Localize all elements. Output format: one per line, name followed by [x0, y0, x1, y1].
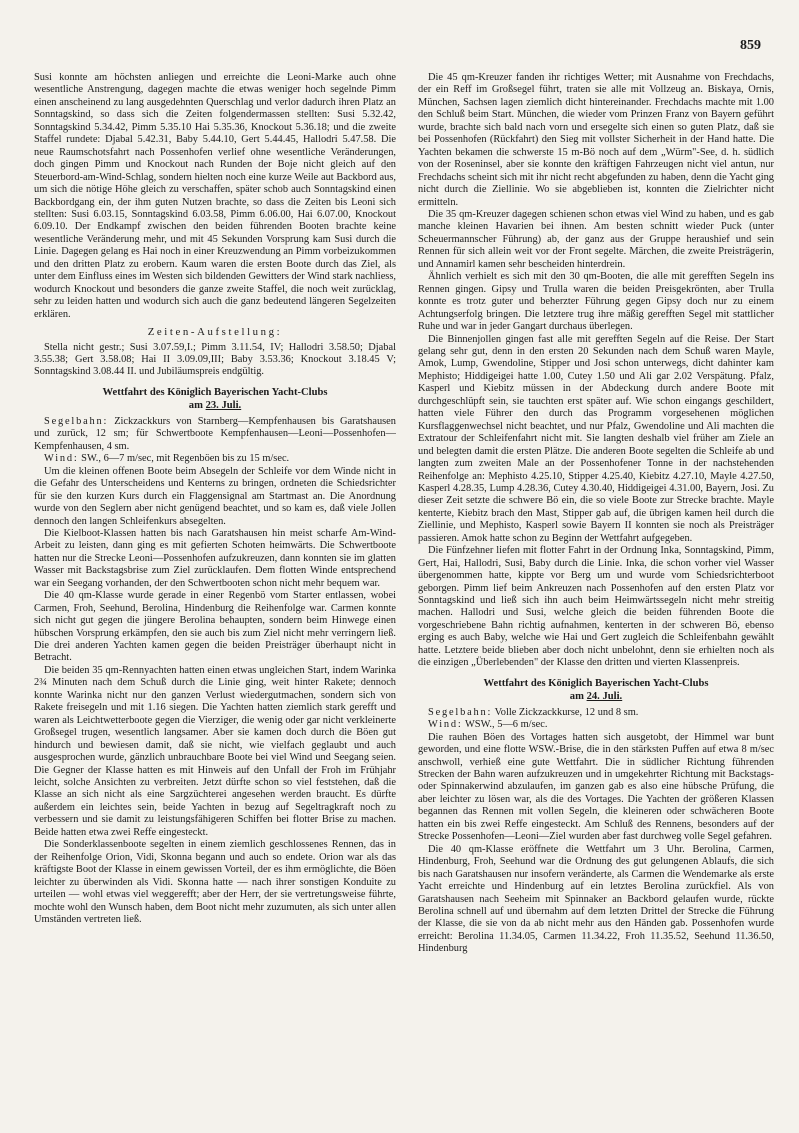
section-heading-date: 23. Juli. — [205, 399, 242, 411]
wind-line — [34, 453, 396, 465]
wind-line — [418, 719, 774, 731]
paragraph: Die Fünfzehner liefen mit flotter Fahrt in der Ordnung Inka, Sonntagskind, Pimm, Gert, Hai, Hallodri, Susi, Baby durch die Linie. Inka, die schon vorher viel Wasser übergenommen hatte, kippte vor Berg um und wurde vom Schiedsrichterboot geborgen. Pimm lief beim Ankreuzen nach Possenhofen auf den ersten Platz vor Sonntagskind und ließ sich ihn auch beim Heimwärtssegeln nicht mehr streitig machen. Hallodri und Susi, welche gleich die beiden führenden Boote die vorgeschriebene Bahn richtig aufnahmen, kenterten in der schweren Bö, ebenso erging es auch Baby, welche wie Hai und Gert zugleich die Schleifenbahn gewählt hatte. Letztere beide blieben aber doch nicht unbelohnt, denn sie erhielten noch als die einzigen „Überlebenden" der Klasse den dritten und vierten Klassenpreis. — [418, 545, 774, 669]
paragraph: Die Kielboot-Klassen hatten bis nach Garatshausen hin meist scharfe Am-Wind-Arbeit zu leisten, dann ging es mit gefierten Schoten heimwärts. Die Schwertboote hatten nur die Strecke Leoni—Possenhofen aufzukreuzen, dann konnten sie im glatten Wasser mit Backstagsbrise zum Ziel zurücklaufen. Dem flotten Winde entsprechend war ein Seegang vorhanden, der den Schwertbooten schon nicht mehr bequem war. — [34, 527, 396, 589]
segelbahn-line — [34, 416, 396, 453]
segelbahn-label: Segelbahn: — [44, 415, 109, 427]
section-heading-24-juli — [418, 677, 774, 703]
segelbahn-label: Segelbahn: — [428, 706, 493, 718]
wind-text: SW., 6—7 m/sec, mit Regenböen bis zu 15 m/sec. — [81, 453, 290, 465]
paragraph: Die 35 qm-Kreuzer dagegen schienen schon etwas viel Wind zu haben, und es gab manche kleinen Havarien bei ihnen. Am besten schnitt wieder Puck (unter Scheuermannscher Führung) ab, der ganz aus der Gruppe heraushief und sein Rennen für sich allein weit vor der Front segelte. Märchen, die zweite Preisträgerin, und Annamirl kamen sehr bescheiden hinterdrein. — [418, 208, 774, 270]
paragraph: Susi konnte am höchsten anliegen und erreichte die Leoni-Marke auch ohne wesentliche Anstrengung, dagegen machte die etwas weniger hoch segelnde Pimm einen anscheinend zu lang ausgedehnten Querschlag und verlor dadurch ihren Platz an Sonntagskind, so dass sich die Zeiten folgendermassen stellten: Susi 5.32.42, Sonntagskind 5.34.42, Pimm 5.35.10 Hai 5.35.36, Knockout 5.36.18; und die zweite Staffel rundete: Djabal 5.42.31, Baby 5.44.10, Gert 5.44.45, Hallodri 5.47.58. Die neue Raumschotsfahrt nach Possenhofen verlief ohne wesentliche Veränderungen, doch gingen Pimm und Knockout nach Runden der Boje nicht gleich auf den Steuerbord-am-Wind-Schlag, sondern hielten noch eine kurze Weile aut Backbord aus, um sich die nötige Höhe gleich zu verschaffen, später schob auch Sonntagskind einen Backbordgang ein, der ihm guten Nutzen brachte, so dass die Zeiten bis Leoni sich stellten: Susi 6.03.15, Sonntagskind 6.03.58, Pimm 6.06.00, Hai 6.07.00, Knockout 6.09.10. Der Endkampf zwischen den beiden führenden Booten brachte keine wesentliche Veränderung mehr, und mit 45 Sekunden Vorsprung kam Susi durch die Linie. Dagegen gelang es Hai noch in einer Kreuzwendung an Pimm vorbeizukommen und den dritten Platz zu erobern. Kaum waren die ersten Boote durch das Ziel, als unter dem Einfluss eines im Westen sich bildenden Gewitters der Wind stark nachliess, wodurch Knockout und besonders die ganze zweite Staffel, die noch weit zurücklag, sehr zu leiden hatten und wodurch sich auch die ganz bedeutend längeren Segelzeiten erklären. — [34, 72, 396, 320]
paragraph: Die 45 qm-Kreuzer fanden ihr richtiges Wetter; mit Ausnahme von Frechdachs, der ein Reff im Großsegel führt, traten sie alle mit Vollzeug an. Biskaya, Ornis, München, Sachsen lagen ziemlich dicht hintereinander. Frechdachs machte mit 1.00 den Schluß beim Start. München, die wieder vom Prinzen Franz von Bayern geführt wurde, brachte sich bald nach vorn und ersegelte sich einen so guten Platz, daß sie bei Possenhofen (Rückfahrt) den Sieg mit vollster Sicherheit in der Hand hatte. Die Yachten bekamen die schwerste 15 m-Bö noch auf dem „Würm"-See, d. h. südlich von der Roseninsel, aber sie konnte den kräftigen Fahrzeugen nicht viel antun, nur Frechdachs scheint sich mit ihr nicht recht abgefunden zu haben, denn die Yacht ging nicht durch die Ziellinie. Wo sie abgeblieben ist, konnten die Zielrichter nicht ermitteln. — [418, 72, 774, 208]
section-heading-title: Wettfahrt des Königlich Bayerischen Yacht-Clubs — [102, 386, 328, 398]
right-column — [418, 72, 774, 1112]
page-number: 859 — [740, 38, 761, 53]
paragraph: Die Sonderklassenboote segelten in einem ziemlich geschlossenes Rennen, das in der Reihenfolge Orion, Vidi, Skonna begann und auch so endete. Orion war als das kräftigste Boot der Klasse in einem gewissen Vorteil, der es ihm ermöglichte, die Böen leichter zu überwinden als Vidi. Skonna hatte — nach ihrer sonstigen Konduite zu urteilen — wohl etwas viel weggerefft; aber der Herr, der sie vertretungsweise führte, mochte wohl den Wunsch haben, dem Boot nicht mehr zuzumuten, als sich unter allen Umständen vertreten ließ. — [34, 839, 396, 925]
zeiten-text: Stella nicht gestr.; Susi 3.07.59,I.; Pimm 3.11.54, IV; Hallodri 3.58.50; Djabal 3.55.38; Gert 3.58.08; Hai II 3.09.09,III; Baby 3.53.36; Knockout 3.18.45 V; Sonntagskind 3.08.44 II. und Jubiläumspreis endgültig. — [34, 341, 396, 378]
wind-text: WSW., 5—6 m/sec. — [464, 719, 548, 731]
paragraph: Die rauhen Böen des Vortages hatten sich ausgetobt, der Himmel war bunt geworden, und eine flotte WSW.-Brise, die in den stärksten Puffen auf etwa 8 m/sec anschwoll, verhieß eine gute Wettfahrt. Die in südlicher Richtung führenden Strecken der Bahn waren aufzukreuzen und in umgekehrter Richtung mit Backstags- oder Spinnakerwind abzulaufen, im ganzen gab es also eine hübsche Prüfung, die aber leichter zu lösen war, als die des Vortages. Die Yachten der größeren Klassen begannen das Rennen mit vollen Segeln, die kleineren oder schwächeren Boote hatten ein bis zwei Reffe eingesteckt. Am Schluß des Rennens, besonders auf der Strecke Possenhofen—Leoni—Ziel wurden aber fast durchweg volle Segel gefahren. — [418, 731, 774, 843]
paragraph: Die Binnenjollen gingen fast alle mit gerefften Segeln auf die Reise. Der Start gelang sehr gut, denn in den ersten 20 Sekunden nach dem Schuß waren Mayle, Amok, Lump, Gwendoline, Stipper und Josi schon unterwegs, dicht dahinter kam Mephisto; Hiddigeigei hatte 1.00, Cutey 1.50 und Ali gar 2.02 Verspätung. Pfalz, Kasperl und Kiebitz müssen in der Abdeckung durch andere Boote mit durchgeschlüpft sein, sie tauchten erst später auf. Wie schon eingangs geschildert, hatten viele Führer den durch das Programm vorgesehenen möglichen Kursflaggenwechsel nicht beachtet, und nur Pfalz, Gwendoline und Ali machten die Extratour der Schleifenfahrt nicht mit. Sie langten deshalb viel früher am Ziele an und belegten damit die ersten Plätze. Die anderen Boote segelten die Schleife ab und langten zum zweiten Male an der Possenhofener Tonne in der nachstehenden Reihenfolge an: Mephisto 4.25.10, Stipper 4.25.40, Kiebitz 4.27.10, Mayle 4.27.50, Kasperl 4.28.35, Lump 4.28.36, Cutey 4.30.40, Hiddigeigei 4.31.00, Bayern, Josi. Zu dieser Zeit setzte die schwere Bö ein, die so viele Boote zur Strecke brachte. Mayle kenterte, Kiebitz brach den Mast, Stipper gab auf, die übrigen kamen heil durch die Ziellinie, und Mephisto, Kasperl sowie Bayern II konnten sie noch als Preisträger passieren. Amok hatte schon zu Beginn der Wettfahrt aufgegeben. — [418, 333, 774, 544]
wind-label: Wind: — [44, 453, 79, 465]
section-heading-am: am — [188, 399, 203, 411]
paragraph: Die 40 qm-Klasse wurde gerade in einer Regenbö vom Starter entlassen, wobei Carmen, Froh, Seehund, Berolina, Hindenburg die Reihenfolge war. Carmen konnte sich nicht gut gegen die jüngere Berolina behaupten, sondern beim Hinwege einen hübschen Vorsprung erkämpfen, den sie auch bis zum Ziel nicht mehr verringern ließ. Die drei anderen Yachten kamen gegen die beiden Preisträger überhaupt nicht in Betracht. — [34, 590, 396, 664]
zeiten-heading: Zeiten-Aufstellung: — [147, 326, 283, 339]
section-heading-23-juli — [34, 386, 396, 412]
paragraph: Die 40 qm-Klasse eröffnete die Wettfahrt um 3 Uhr. Berolina, Carmen, Hindenburg, Froh, Seehund war die Ordnung des gut gelungenen Ablaufs, die sich bis nach Garatshausen nur insofern veränderte, als Carmen die Wendemarke als erste Yacht erreichte und Hindenburg auf ein letztes Berolina zurückfiel. Als von Garatshausen nach Seeheim mit Spinnaker an Backbord gelaufen wurde, rückte Berolina schnell auf und übernahm auf dem letzten Drittel der Strecke die Führung der Klasse, die sie von da ab nicht mehr aus den Händen gab. Possenhofen wurde erreicht: Berolina 11.34.05, Carmen 11.34.22, Froh 11.35.52, Seehund 11.36.50, Hindenburg — [418, 843, 774, 955]
left-column — [34, 72, 396, 1112]
segelbahn-text: Volle Zickzackkurse, 12 und 8 sm. — [494, 706, 639, 718]
paragraph: Die beiden 35 qm-Rennyachten hatten einen etwas ungleichen Start, indem Warinka 2¾ Minuten nach dem Schuß durch die Linie ging, weit hinter Rakete; dennoch konnte Warinka nicht nur den ganzen Verlust wiedergutmachen, sondern sich von Rakete freisegeln und mit 1.16 siegen. Die Yachten hatten ziemlich stark gerefft und waren als Leichtwetterboote gegen die Vierziger, die wenig oder gar nicht verkleinerte Großsegel trugen, wesentlich langsamer. Aber sie kamen doch durch die Böen gut hindurch und bewiesen damit, daß sie nicht, wie vielfach geglaubt und auch ausgesprochen wurde, gänzlich unbrauchbare Boote bei viel Wind und Seegang seien. Die Gegner der Klasse hatten es mit Hinweis auf den Unfall der Froh im Frühjahr leicht, solche Ansichten zu verbreiten. Jetzt dürfte schon so viel feststehen, daß die Klasse an sich nicht als eine Sargzüchterei angesehen werden braucht. Es dürfte außerdem ein leichtes sein, beide Yachten in bezug auf Segeltragkraft noch zu verbessern und sie damit zu leistungsfähigeren Schiffen bei flotter Brise zu machen. Beide hatten etwa zwei Reffe eingesteckt. — [34, 664, 396, 838]
section-heading-date: 24. Juli. — [586, 690, 623, 702]
segelbahn-text: Zickzackkurs von Starnberg—Kempfenhausen bis Garatshausen und zurück, 12 sm; für Schwertboote Kempfenhausen—Leoni—Possenhofen—Kempfenhausen, 4 sm. — [34, 415, 396, 452]
section-heading-am: am — [569, 690, 584, 702]
paragraph: Um die kleinen offenen Boote beim Absegeln der Schleife vor dem Winde nicht in die Gefahr des Unterscheidens und Kenterns zu bringen, ordneten die Schiedsrichter für sie den kurzen Kurs durch ein Flaggensignal am Startmast an. Die Anordnung wurde von den Seglern aber nicht genügend beachtet, und so kam es, daß viele Jollen dennoch den langen Schleifenkurs absegelten. — [34, 465, 396, 527]
wind-label: Wind: — [428, 719, 463, 731]
section-heading-title: Wettfahrt des Königlich Bayerischen Yacht-Clubs — [483, 677, 709, 689]
paragraph: Ähnlich verhielt es sich mit den 30 qm-Booten, die alle mit gerefften Segeln ins Rennen gingen. Gipsy und Trulla waren die beiden Preisgekrönten, aber Trulla konnte es trotz guter und beherzter Führung gegen Gipsy doch nur zu einem Achtungserfolg bringen. Die letztere trug ihre mäßig gerefften Segel mit stattlicher Ruhe und war in jeder Gangart durchaus überlegen. — [418, 271, 774, 333]
segelbahn-line — [418, 707, 774, 719]
